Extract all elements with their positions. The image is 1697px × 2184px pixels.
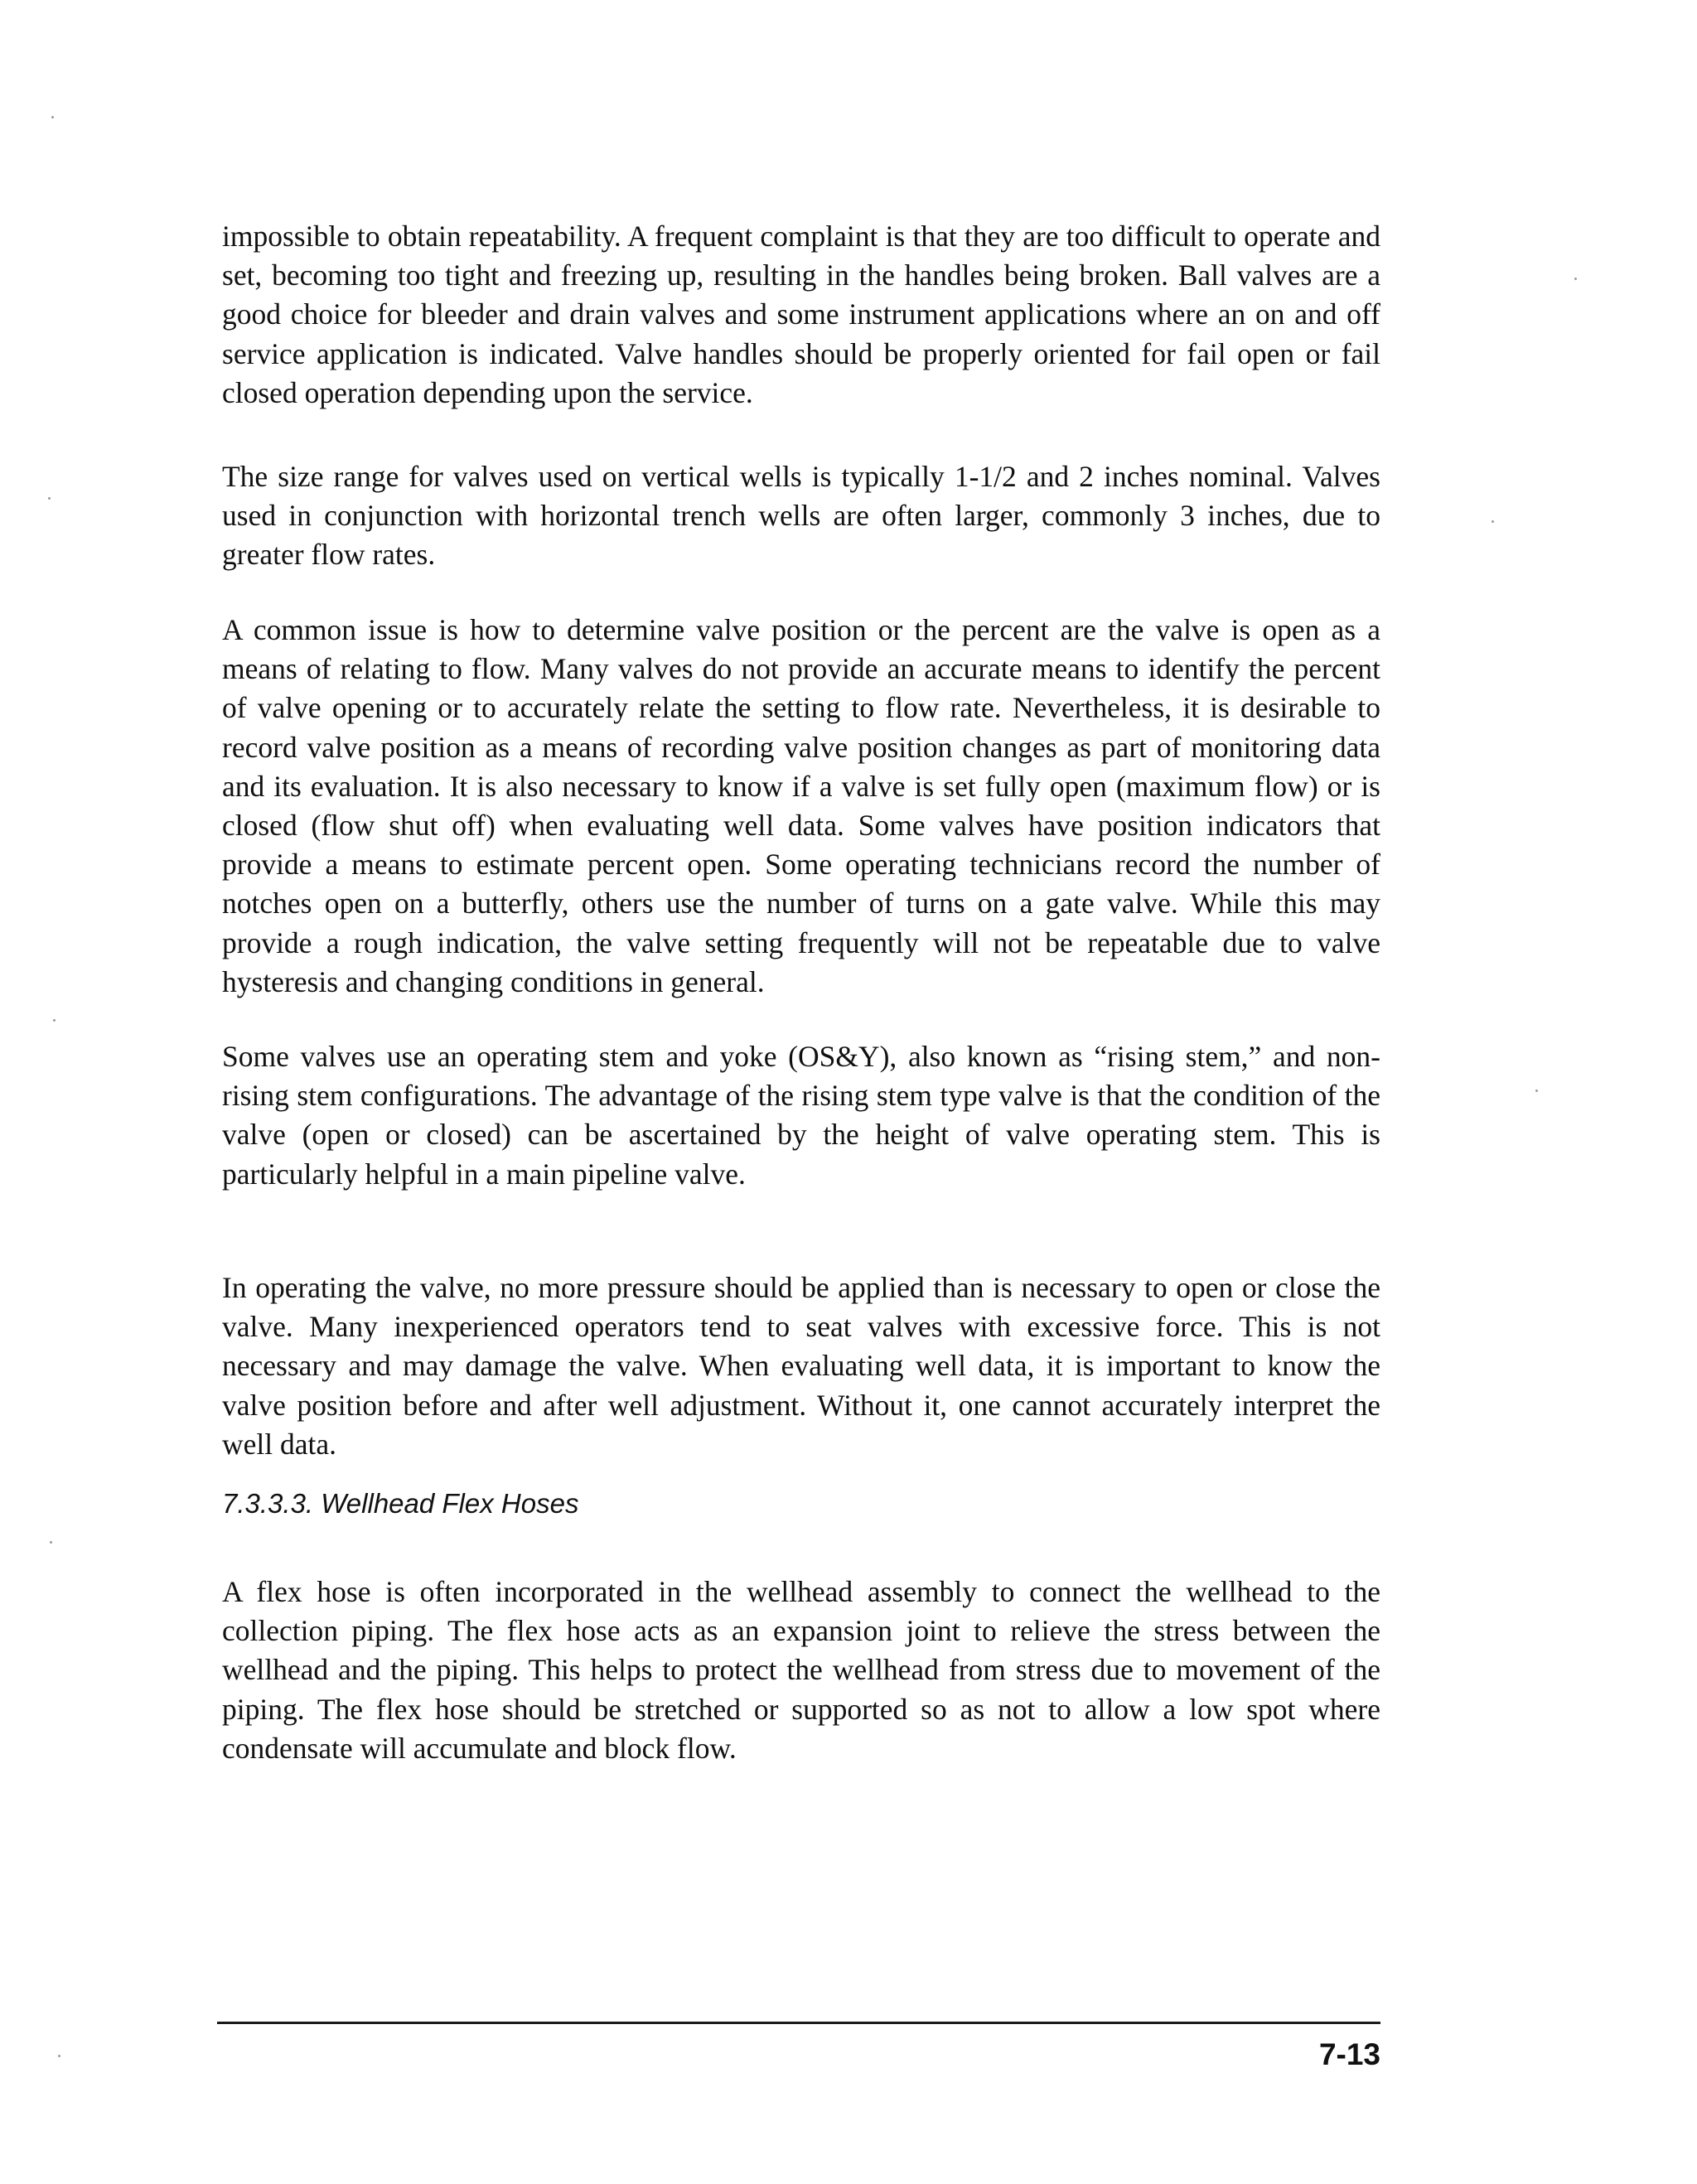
scan-speck <box>1535 1090 1538 1092</box>
body-paragraph-operating-valve: In operating the valve, no more pressure should be applied than is necessary to open or close the valve. Many inexperienced operators tend to seat valves with excessive force. This is not necessary and may damage the valve. When evaluating well data, it is important to know the valve position before and after well adjustment. Without it, one cannot accurately interpret the well data. <box>222 1271 1380 1461</box>
section-heading-wellhead-flex-hoses: 7.3.3.3. Wellhead Flex Hoses <box>222 1488 579 1519</box>
scan-speck <box>50 1541 52 1544</box>
footer-rule <box>217 2022 1380 2024</box>
body-paragraph-valve-size-range: The size range for valves used on vertical wells is typically 1-1/2 and 2 inches nominal. Valves used in conjunction with horizontal trench wells are often larger, commonly 3 inches, due to greater flow rates. <box>222 460 1380 572</box>
body-paragraph-ball-valves: impossible to obtain repeatability. A frequent complaint is that they are too difficult to operate and set, becoming too tight and freezing up, resulting in the handles being broken. Ball valves are a good choice for bleeder and drain valves and some instrument applications where an on and off service application is indicated. Valve handles should be properly oriented for fail open or fail closed operation depending upon the service. <box>222 220 1380 409</box>
scan-speck <box>1574 278 1577 280</box>
scan-speck <box>48 497 51 500</box>
scan-speck <box>58 2055 60 2057</box>
scan-speck <box>53 1019 56 1022</box>
body-paragraph-rising-stem: Some valves use an operating stem and yoke (OS&Y), also known as “rising stem,” and non-rising stem configurations. The advantage of the rising stem type valve is that the condition of the valve (open or closed) can be ascertained by the height of valve operating stem. This is particularly helpful in a main pipeline valve. <box>222 1040 1380 1191</box>
body-paragraph-flex-hose: A flex hose is often incorporated in the wellhead assembly to connect the wellhead to the collection piping. The flex hose acts as an expansion joint to relieve the stress between the wellhead and the piping. This helps to protect the wellhead from stress due to movement of the piping. The flex hose should be stretched or supported so as not to allow a low spot where condensate will accumulate and block flow. <box>222 1575 1380 1765</box>
scan-speck <box>1492 520 1494 523</box>
body-paragraph-valve-position: A common issue is how to determine valve position or the percent are the valve is open as a means of relating to flow. Many valves do not provide an accurate means to identify the percent of valve opening or to accurately relate the setting to flow rate. Nevertheless, it is desirable to record valve position as a means of recording valve position changes as part of monitoring data and its evaluation. It is also necessary to know if a valve is set fully open (maximum flow) or is closed (flow shut off) when evaluating well data. Some valves have position indicators that provide a means to estimate percent open. Some operating technicians record the number of notches open on a butterfly, others use the number of turns on a gate valve. While this may provide a rough indication, the valve setting frequently will not be repeatable due to valve hysteresis and changing conditions in general. <box>222 613 1380 998</box>
scan-speck <box>51 116 54 118</box>
page-number: 7-13 <box>1318 2037 1380 2071</box>
